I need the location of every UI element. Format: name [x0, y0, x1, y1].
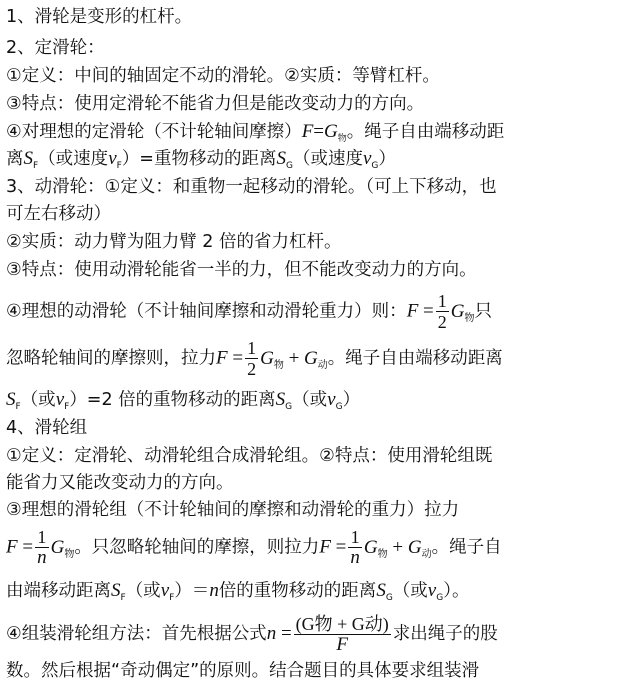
subscript: F	[116, 161, 122, 171]
subscript: 动	[317, 359, 328, 371]
formula	[260, 348, 328, 369]
text: （或	[292, 390, 328, 410]
plus-sign: +	[288, 347, 300, 369]
line-14: 4、滑轮组	[6, 418, 88, 438]
distance-symbol: S	[23, 148, 33, 169]
line-13	[6, 387, 630, 413]
formula	[267, 623, 292, 644]
text: ④理想的动滑轮（不计轴间摩擦和动滑轮重力）则：	[6, 301, 407, 322]
subscript: 物	[464, 312, 475, 324]
formula	[216, 348, 243, 369]
speed-symbol: v	[362, 148, 372, 169]
weight-symbol: G	[363, 536, 378, 558]
text: ）=2 倍的重物移动的距离	[69, 390, 276, 410]
denominator: n	[37, 547, 47, 568]
subscript: F	[120, 593, 126, 603]
weight-symbol: G	[304, 347, 318, 369]
force-symbol: F	[301, 121, 314, 142]
line-1: 1、滑轮是变形的杠杆。	[6, 7, 193, 27]
speed-symbol: v	[327, 389, 336, 410]
plus-sign: +	[392, 536, 404, 558]
text: （或	[20, 390, 56, 410]
weight-symbol: G	[450, 300, 465, 322]
force-symbol: F	[319, 536, 331, 558]
text: ）	[342, 390, 361, 410]
text: ）=重物移动的距离	[121, 149, 277, 169]
text: ④对理想的定滑轮（不计轮轴间摩擦）	[6, 122, 302, 142]
numerator: 1	[348, 527, 362, 548]
text: （或	[392, 581, 428, 601]
formula	[319, 537, 346, 558]
fraction	[436, 291, 449, 332]
fraction	[245, 338, 258, 379]
line-5	[6, 119, 630, 145]
line-19	[6, 578, 630, 604]
speed-symbol: v	[427, 580, 437, 601]
distance-symbol: S	[275, 389, 286, 410]
formula	[6, 537, 33, 558]
text: 离	[6, 149, 24, 169]
subscript: 动	[421, 548, 432, 560]
denominator: F	[336, 633, 349, 655]
subscript: G	[335, 402, 343, 412]
equals-sign: =	[313, 121, 325, 142]
text: （或	[125, 581, 161, 601]
equals-sign: =	[232, 347, 244, 369]
line-17: ③理想的滑轮组（不计轮轴间的摩擦和动滑轮的重力）拉力	[6, 500, 460, 520]
distance-symbol: S	[111, 580, 121, 601]
subscript: 物	[273, 359, 284, 371]
subscript: G	[371, 161, 379, 171]
text: ）	[378, 149, 396, 169]
weight-symbol: G	[260, 347, 274, 369]
weight-symbol: G	[50, 536, 65, 558]
formula	[451, 301, 475, 322]
equals-sign: =	[22, 536, 34, 558]
line-20	[6, 612, 630, 656]
formula	[364, 537, 432, 558]
speed-symbol: v	[55, 389, 65, 410]
line-2: 2、定滑轮：	[6, 38, 105, 58]
force-symbol: F	[406, 300, 419, 322]
text: 。只忽略轮轴间的摩擦，则拉力	[74, 537, 320, 558]
text: 。绳子自	[431, 537, 502, 558]
text: （或速度	[292, 149, 363, 169]
line-15: ①定义：定滑轮、动滑轮组合成滑轮组。②特点：使用滑轮组既	[6, 446, 493, 466]
numerator: 1	[437, 291, 447, 311]
text: 忽略轮轴间的摩擦则，拉力	[6, 348, 216, 369]
fraction	[294, 614, 391, 655]
text: 求出绳子的股	[392, 624, 498, 644]
line-10: ③特点：使用动滑轮能省一半的力，但不能改变动力的方向。	[6, 260, 477, 280]
strand-count-symbol: n	[266, 623, 277, 644]
subscript: G	[285, 402, 293, 412]
subscript: G	[285, 161, 293, 171]
equals-sign: =	[423, 300, 434, 322]
fraction	[348, 527, 362, 568]
subscript: F	[15, 402, 21, 412]
line-12	[6, 338, 630, 378]
line-4: ③特点：使用定滑轮不能省力但是能改变动力的方向。	[6, 94, 425, 114]
numerator: (G物 + G动)	[295, 613, 389, 634]
text: 。绳子自由端移动距	[346, 122, 505, 142]
weight-symbol: G	[407, 536, 422, 558]
subscript: 物	[377, 548, 388, 560]
line-7: 3、动滑轮：①定义：和重物一起移动的滑轮。（可上下移动，也	[6, 177, 497, 197]
numerator: 1	[35, 527, 49, 548]
multiplier-symbol: n	[209, 580, 219, 601]
subscript: G	[385, 593, 393, 603]
speed-symbol: v	[108, 148, 117, 169]
formula	[407, 301, 434, 322]
force-symbol: F	[216, 347, 228, 369]
equals-sign: =	[280, 623, 292, 644]
line-11	[6, 291, 630, 331]
denominator: 2	[437, 312, 447, 332]
denominator: n	[350, 547, 360, 568]
fraction	[35, 527, 49, 568]
subscript: F	[33, 161, 39, 171]
text: 只	[474, 301, 492, 322]
line-21: 数。然后根据“奇动偶定”的原则。结合题目的具体要求组装滑	[6, 661, 480, 681]
distance-symbol: S	[6, 389, 16, 410]
numerator: 1	[247, 338, 257, 358]
text: 由端移动距离	[6, 581, 111, 601]
speed-symbol: v	[160, 580, 170, 601]
text: 。绳子自由端移动距离	[327, 348, 503, 369]
line-3: ①定义：中间的轴固定不动的滑轮。②实质：等臂杠杆。	[6, 66, 440, 86]
subscript: 物	[64, 548, 75, 560]
distance-symbol: S	[376, 580, 386, 601]
force-symbol: F	[6, 536, 18, 558]
denominator: 2	[247, 359, 257, 379]
line-8: 可左右移动）	[6, 204, 111, 224]
line-6	[6, 146, 630, 172]
text: ）＝	[174, 581, 210, 601]
text: ④组装滑轮组方法：首先根据公式	[6, 624, 267, 644]
line-9: ②实质：动力臂为阻力臂 2 倍的省力杠杆。	[6, 232, 342, 252]
distance-symbol: S	[276, 148, 286, 169]
text: 倍的重物移动的距离	[218, 581, 377, 601]
subscript: F	[169, 593, 175, 603]
formula	[51, 537, 75, 558]
subscript: 物	[337, 134, 347, 144]
subscript: F	[64, 402, 70, 412]
line-16: 能省力又能改变动力的方向。	[6, 473, 234, 493]
text: （或速度	[38, 149, 109, 169]
subscript: G	[436, 593, 444, 603]
weight-symbol: G	[324, 121, 338, 142]
line-18	[6, 527, 630, 567]
equals-sign: =	[335, 536, 347, 558]
text: ）。	[443, 581, 470, 601]
